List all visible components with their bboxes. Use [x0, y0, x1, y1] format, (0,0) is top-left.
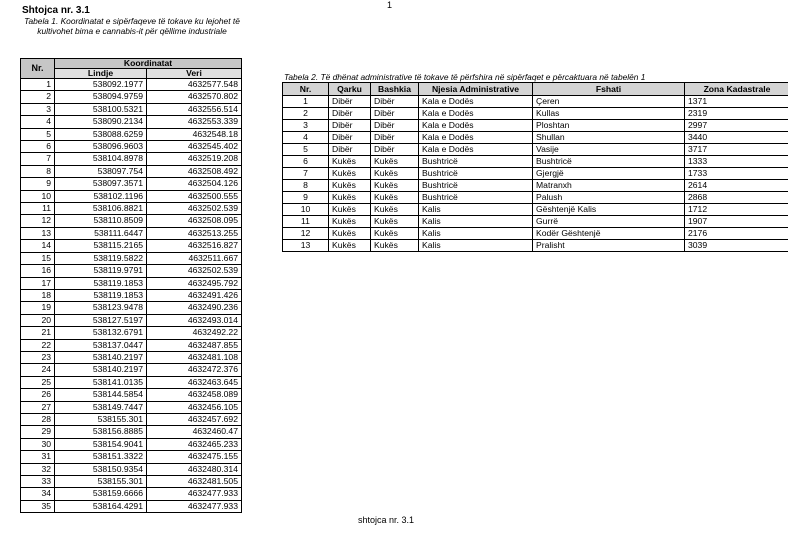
table1-row — [21, 463, 242, 475]
table1-row — [21, 91, 242, 103]
table2-cell-zona-kadastrale: 3039 — [685, 240, 788, 252]
table2-cell-fshati: Ploshtan — [533, 120, 685, 132]
table2-cell-fshati: Vasije — [533, 144, 685, 156]
table1-cell-lindje: 538164.4291 — [55, 500, 147, 512]
table2-cell-njesia-administrative: Kalis — [419, 228, 533, 240]
table1-cell-lindje: 538115.2165 — [55, 240, 147, 252]
table2-cell-qarku: Dibër — [329, 132, 371, 144]
table2-cell-bashkia: Kukës — [371, 180, 419, 192]
table1-cell-veri: 4632456.105 — [147, 401, 242, 413]
table2-cell-fshati: Palush — [533, 192, 685, 204]
table2-cell-bashkia: Kukës — [371, 168, 419, 180]
table2-cell-nr: 10 — [283, 204, 329, 216]
table2-cell-fshati: Shullan — [533, 132, 685, 144]
table2-cell-nr: 5 — [283, 144, 329, 156]
table1-cell-veri: 4632477.933 — [147, 488, 242, 500]
table2-cell-bashkia: Kukës — [371, 240, 419, 252]
table1-cell-lindje: 538159.6666 — [55, 488, 147, 500]
table1-row — [21, 165, 242, 177]
table1-cell-lindje: 538150.9354 — [55, 463, 147, 475]
table1-cell-nr: 15 — [21, 252, 55, 264]
table2-cell-zona-kadastrale: 3717 — [685, 144, 788, 156]
table2-cell-bashkia: Kukës — [371, 192, 419, 204]
table1-row — [21, 103, 242, 115]
table1-cell-veri: 4632556.514 — [147, 103, 242, 115]
table1-cell-nr: 25 — [21, 376, 55, 388]
table2-cell-njesia-administrative: Kala e Dodës — [419, 144, 533, 156]
table1-cell-nr: 29 — [21, 426, 55, 438]
table1-cell-veri: 4632495.792 — [147, 277, 242, 289]
table1-cell-lindje: 538149.7447 — [55, 401, 147, 413]
table2-row — [283, 144, 788, 156]
table2-cell-njesia-administrative: Kalis — [419, 216, 533, 228]
table1-cell-nr: 31 — [21, 451, 55, 463]
table1-row — [21, 128, 242, 140]
table1-row — [21, 364, 242, 376]
table2-row — [283, 120, 788, 132]
table2-row — [283, 180, 788, 192]
table2-cell-zona-kadastrale: 2997 — [685, 120, 788, 132]
table1-cell-nr: 34 — [21, 488, 55, 500]
table2-cell-zona-kadastrale: 2319 — [685, 108, 788, 120]
table1-cell-nr: 7 — [21, 153, 55, 165]
page-number: 1 — [387, 0, 393, 10]
table2-header-zona-kadastrale: Zona Kadastrale — [685, 83, 788, 96]
table1-cell-veri: 4632502.539 — [147, 203, 242, 215]
table1-cell-nr: 20 — [21, 314, 55, 326]
table1-cell-nr: 24 — [21, 364, 55, 376]
table1-cell-nr: 14 — [21, 240, 55, 252]
table2-cell-qarku: Kukës — [329, 240, 371, 252]
table1-cell-veri: 4632545.402 — [147, 141, 242, 153]
table1-row — [21, 351, 242, 363]
table1-cell-nr: 10 — [21, 190, 55, 202]
table2-header-qarku: Qarku — [329, 83, 371, 96]
table2-cell-nr: 2 — [283, 108, 329, 120]
table2-cell-njesia-administrative: Kala e Dodës — [419, 120, 533, 132]
table1-cell-veri: 4632577.548 — [147, 79, 242, 91]
table2-row — [283, 192, 788, 204]
table1-cell-nr: 17 — [21, 277, 55, 289]
table1-row — [21, 178, 242, 190]
table2-cell-njesia-administrative: Bushtricë — [419, 168, 533, 180]
table2-cell-zona-kadastrale: 3440 — [685, 132, 788, 144]
table2-cell-bashkia: Dibër — [371, 132, 419, 144]
table2-header-fshati: Fshati — [533, 83, 685, 96]
table2-cell-qarku: Kukës — [329, 192, 371, 204]
table2-cell-njesia-administrative: Kala e Dodës — [419, 108, 533, 120]
table1-cell-veri: 4632519.208 — [147, 153, 242, 165]
table1-row — [21, 327, 242, 339]
table2-row — [283, 168, 788, 180]
table2-cell-fshati: Kodër Gështenjë — [533, 228, 685, 240]
table1-row — [21, 141, 242, 153]
table2-cell-nr: 8 — [283, 180, 329, 192]
table2-cell-bashkia: Kukës — [371, 204, 419, 216]
table1-row — [21, 302, 242, 314]
table1-cell-lindje: 538119.9791 — [55, 265, 147, 277]
table2-cell-zona-kadastrale: 1712 — [685, 204, 788, 216]
table1-cell-lindje: 538156.8885 — [55, 426, 147, 438]
table2-cell-njesia-administrative: Kala e Dodës — [419, 96, 533, 108]
table1-row — [21, 500, 242, 512]
table1-cell-veri: 4632513.255 — [147, 227, 242, 239]
table2-cell-nr: 1 — [283, 96, 329, 108]
table2-cell-njesia-administrative: Kalis — [419, 240, 533, 252]
table1-cell-lindje: 538141.0135 — [55, 376, 147, 388]
table2-cell-njesia-administrative: Kalis — [419, 204, 533, 216]
table2-cell-nr: 13 — [283, 240, 329, 252]
table1-cell-veri: 4632548.18 — [147, 128, 242, 140]
table2-row — [283, 228, 788, 240]
table1-cell-nr: 12 — [21, 215, 55, 227]
table2-cell-bashkia: Kukës — [371, 216, 419, 228]
table2-cell-fshati: Gështenjë Kalis — [533, 204, 685, 216]
table2-row — [283, 204, 788, 216]
table2-cell-fshati: Gjergjë — [533, 168, 685, 180]
table1-row — [21, 451, 242, 463]
table1-cell-lindje: 538119.1853 — [55, 289, 147, 301]
table2-cell-zona-kadastrale: 2868 — [685, 192, 788, 204]
table1-cell-lindje: 538111.6447 — [55, 227, 147, 239]
table1-cell-lindje: 538119.1853 — [55, 277, 147, 289]
table1-cell-veri: 4632553.339 — [147, 116, 242, 128]
table1-cell-lindje: 538144.5854 — [55, 389, 147, 401]
table2-caption: Tabela 2. Të dhënat administrative të tokave të përfshira në sipërfaqet e përcaktuara në tabelën 1 — [284, 72, 646, 82]
table1-row — [21, 438, 242, 450]
table2-cell-zona-kadastrale: 1333 — [685, 156, 788, 168]
table2-header-njesia-administrative: Njesia Administrative — [419, 83, 533, 96]
table1-cell-veri: 4632504.126 — [147, 178, 242, 190]
table1-row — [21, 79, 242, 91]
table1-cell-veri: 4632491.426 — [147, 289, 242, 301]
table2-cell-qarku: Dibër — [329, 108, 371, 120]
table2-cell-fshati: Kullas — [533, 108, 685, 120]
table1-cell-lindje: 538151.3322 — [55, 451, 147, 463]
table1-cell-veri: 4632465.233 — [147, 438, 242, 450]
table1-row — [21, 389, 242, 401]
table1-cell-nr: 30 — [21, 438, 55, 450]
table1-cell-veri: 4632493.014 — [147, 314, 242, 326]
table1-cell-lindje: 538088.6259 — [55, 128, 147, 140]
table1-row — [21, 476, 242, 488]
administrative-table — [282, 82, 788, 252]
table1-cell-nr: 22 — [21, 339, 55, 351]
table1-cell-nr: 35 — [21, 500, 55, 512]
table2-row — [283, 216, 788, 228]
table2-cell-njesia-administrative: Bushtricë — [419, 180, 533, 192]
table2-row — [283, 96, 788, 108]
table1-cell-veri: 4632477.933 — [147, 500, 242, 512]
table1-row — [21, 376, 242, 388]
table1-header-lindje: Lindje — [55, 69, 147, 79]
table1-cell-lindje: 538102.1196 — [55, 190, 147, 202]
table2-cell-fshati: Pralisht — [533, 240, 685, 252]
table1-row — [21, 488, 242, 500]
table1-cell-lindje: 538106.8821 — [55, 203, 147, 215]
table1-body — [21, 79, 242, 513]
table2-cell-bashkia: Kukës — [371, 228, 419, 240]
table1-cell-lindje: 538110.8509 — [55, 215, 147, 227]
table2-row — [283, 132, 788, 144]
table2-cell-qarku: Dibër — [329, 120, 371, 132]
table1-cell-nr: 32 — [21, 463, 55, 475]
table2-cell-fshati: Çeren — [533, 96, 685, 108]
table1-cell-veri: 4632502.539 — [147, 265, 242, 277]
table2-cell-bashkia: Dibër — [371, 144, 419, 156]
table1-row — [21, 289, 242, 301]
table2-row — [283, 156, 788, 168]
table1-cell-veri: 4632570.802 — [147, 91, 242, 103]
table2-cell-nr: 9 — [283, 192, 329, 204]
table1-cell-nr: 2 — [21, 91, 55, 103]
table2-cell-bashkia: Dibër — [371, 96, 419, 108]
table1-row — [21, 314, 242, 326]
table1-cell-nr: 18 — [21, 289, 55, 301]
table1-cell-lindje: 538140.2197 — [55, 364, 147, 376]
table1-cell-nr: 19 — [21, 302, 55, 314]
table1-caption: Tabela 1. Koordinatat e sipërfaqeve të tokave ku lejohet të kultivohet bima e cannabis-it për qëllime industriale — [24, 16, 240, 36]
table2-cell-qarku: Dibër — [329, 144, 371, 156]
table1-cell-veri: 4632481.505 — [147, 476, 242, 488]
table1-row — [21, 153, 242, 165]
table1-header-coordinates: Koordinatat — [55, 59, 242, 69]
table2-cell-qarku: Kukës — [329, 228, 371, 240]
table2-cell-qarku: Kukës — [329, 204, 371, 216]
table1-row — [21, 240, 242, 252]
table2-cell-fshati: Matranxh — [533, 180, 685, 192]
table2-cell-njesia-administrative: Bushtricë — [419, 156, 533, 168]
table1-cell-veri: 4632475.155 — [147, 451, 242, 463]
table1-cell-lindje: 538097.3571 — [55, 178, 147, 190]
table1-cell-lindje: 538140.2197 — [55, 351, 147, 363]
table1-row — [21, 277, 242, 289]
table2-cell-zona-kadastrale: 2614 — [685, 180, 788, 192]
table2-header-bashkia: Bashkia — [371, 83, 419, 96]
table1-cell-lindje: 538094.9759 — [55, 91, 147, 103]
table2-cell-nr: 7 — [283, 168, 329, 180]
table2-cell-zona-kadastrale: 1907 — [685, 216, 788, 228]
table2-cell-bashkia: Dibër — [371, 120, 419, 132]
table1-cell-nr: 21 — [21, 327, 55, 339]
table1-row — [21, 116, 242, 128]
table1-cell-lindje: 538097.754 — [55, 165, 147, 177]
table1-cell-lindje: 538100.5321 — [55, 103, 147, 115]
table1-cell-lindje: 538127.5197 — [55, 314, 147, 326]
table1-cell-veri: 4632457.692 — [147, 413, 242, 425]
table1-cell-nr: 27 — [21, 401, 55, 413]
table1-cell-veri: 4632511.667 — [147, 252, 242, 264]
table1-cell-veri: 4632516.827 — [147, 240, 242, 252]
table1-cell-lindje: 538104.8978 — [55, 153, 147, 165]
table1-cell-veri: 4632508.492 — [147, 165, 242, 177]
table2-cell-qarku: Kukës — [329, 168, 371, 180]
table1-cell-lindje: 538137.0447 — [55, 339, 147, 351]
table1-cell-nr: 26 — [21, 389, 55, 401]
table2-cell-fshati: Bushtricë — [533, 156, 685, 168]
table1-cell-veri: 4632487.855 — [147, 339, 242, 351]
table1-cell-veri: 4632460.47 — [147, 426, 242, 438]
table2-row — [283, 240, 788, 252]
table2-cell-nr: 6 — [283, 156, 329, 168]
table1-cell-nr: 8 — [21, 165, 55, 177]
table1-cell-lindje: 538132.6791 — [55, 327, 147, 339]
table2-cell-qarku: Dibër — [329, 96, 371, 108]
table1-header-nr: Nr. — [21, 59, 55, 79]
table2-cell-nr: 12 — [283, 228, 329, 240]
table1-cell-nr: 3 — [21, 103, 55, 115]
table2-cell-nr: 4 — [283, 132, 329, 144]
table1-row — [21, 265, 242, 277]
table1-cell-lindje: 538119.5822 — [55, 252, 147, 264]
table1-cell-veri: 4632490.236 — [147, 302, 242, 314]
table1-row — [21, 227, 242, 239]
table2-row — [283, 108, 788, 120]
table1-cell-nr: 4 — [21, 116, 55, 128]
table1-header-veri: Veri — [147, 69, 242, 79]
table1-row — [21, 215, 242, 227]
table1-cell-lindje: 538090.2134 — [55, 116, 147, 128]
table1-row — [21, 190, 242, 202]
table1-row — [21, 401, 242, 413]
table1-cell-veri: 4632492.22 — [147, 327, 242, 339]
table1-cell-nr: 33 — [21, 476, 55, 488]
table1-cell-lindje: 538155.301 — [55, 476, 147, 488]
table1-cell-nr: 13 — [21, 227, 55, 239]
table1-row — [21, 339, 242, 351]
table2-header-row — [283, 83, 788, 96]
table2-cell-nr: 3 — [283, 120, 329, 132]
table2-cell-qarku: Kukës — [329, 216, 371, 228]
table1-cell-veri: 4632472.376 — [147, 364, 242, 376]
table1-cell-veri: 4632500.555 — [147, 190, 242, 202]
table1-cell-lindje: 538154.9041 — [55, 438, 147, 450]
table2-cell-nr: 11 — [283, 216, 329, 228]
table1-cell-nr: 6 — [21, 141, 55, 153]
table2-cell-zona-kadastrale: 2176 — [685, 228, 788, 240]
table1-cell-nr: 9 — [21, 178, 55, 190]
table1-cell-lindje: 538092.1977 — [55, 79, 147, 91]
table1-cell-veri: 4632458.089 — [147, 389, 242, 401]
table1-cell-veri: 4632480.314 — [147, 463, 242, 475]
table2-cell-zona-kadastrale: 1733 — [685, 168, 788, 180]
table1-cell-lindje: 538123.9478 — [55, 302, 147, 314]
table1-cell-nr: 28 — [21, 413, 55, 425]
table2-cell-qarku: Kukës — [329, 156, 371, 168]
table2-cell-njesia-administrative: Bushtricë — [419, 192, 533, 204]
table1-row — [21, 413, 242, 425]
table1-cell-veri: 4632463.645 — [147, 376, 242, 388]
footer-text: shtojca nr. 3.1 — [358, 515, 415, 525]
table2-cell-qarku: Kukës — [329, 180, 371, 192]
annex-heading: Shtojca nr. 3.1 — [22, 5, 90, 16]
table1-row — [21, 252, 242, 264]
table1-cell-lindje: 538096.9603 — [55, 141, 147, 153]
table2-cell-zona-kadastrale: 1371 — [685, 96, 788, 108]
table2-cell-njesia-administrative: Kala e Dodës — [419, 132, 533, 144]
table1-cell-nr: 5 — [21, 128, 55, 140]
table1-cell-nr: 23 — [21, 351, 55, 363]
table1-cell-nr: 1 — [21, 79, 55, 91]
table1-cell-veri: 4632508.095 — [147, 215, 242, 227]
table1-cell-nr: 16 — [21, 265, 55, 277]
coordinates-table — [20, 58, 242, 513]
table1-cell-lindje: 538155.301 — [55, 413, 147, 425]
table1-cell-veri: 4632481.108 — [147, 351, 242, 363]
table1-cell-nr: 11 — [21, 203, 55, 215]
table2-cell-bashkia: Dibër — [371, 108, 419, 120]
table2-body — [283, 96, 788, 252]
table1-row — [21, 203, 242, 215]
table2-cell-bashkia: Kukës — [371, 156, 419, 168]
table1-row — [21, 426, 242, 438]
table2-cell-fshati: Gurrë — [533, 216, 685, 228]
table2-header-nr: Nr. — [283, 83, 329, 96]
